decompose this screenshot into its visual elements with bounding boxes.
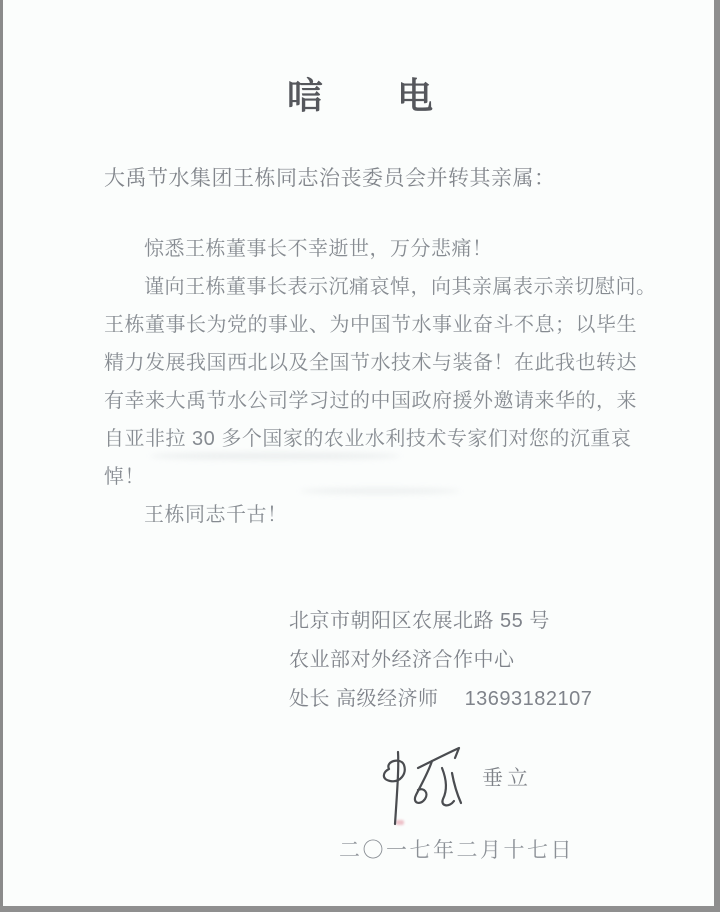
title-char-2: 电 [397, 75, 434, 116]
handwritten-signature [358, 742, 476, 832]
body-line: 精力发展我国西北以及全国节水技术与装备！在此我也转达 [104, 352, 637, 374]
letter-body [104, 230, 657, 534]
body-line: 有幸来大禹节水公司学习过的中国政府援外邀请来华的，来 [104, 390, 637, 412]
salutation-line: 大禹节水集团王栋同志治丧委员会并转其亲属： [104, 167, 556, 190]
body-line: 谨向王栋董事长表示沉痛哀悼，向其亲属表示亲切慰问。 [144, 276, 657, 298]
sender-address-line2: 农业部对外经济合作中心 [289, 649, 515, 671]
body-line: 王栋董事长为党的事业、为中国节水事业奋斗不息；以毕生 [104, 314, 637, 336]
sender-address-line1: 北京市朝阳区农展北路 55 号 [289, 610, 550, 632]
title-char-1: 唁 [286, 75, 323, 116]
signature-row [358, 742, 618, 832]
sender-block [289, 602, 592, 719]
body-line: 惊悉王栋董事长不幸逝世，万分悲痛！ [144, 238, 493, 260]
body-line-eulogy: 王栋同志千古！ [144, 504, 288, 526]
scan-edge-left [0, 0, 3, 912]
letter-date: 二〇一七年二月十七日 [339, 839, 574, 862]
letter-title [0, 68, 720, 119]
sender-phone: 13693182107 [464, 688, 593, 710]
scan-edge-bottom [0, 906, 720, 912]
signature-printed-name: 垂立 [482, 767, 532, 790]
body-line: 自亚非拉 30 多个国家的农业水利技术专家们对您的沉重哀 [104, 428, 632, 450]
sender-contact-line [289, 680, 592, 719]
body-line: 悼！ [104, 466, 145, 488]
sender-title-rank: 处长 高级经济师 [289, 688, 439, 710]
scan-edge-right [714, 0, 720, 912]
